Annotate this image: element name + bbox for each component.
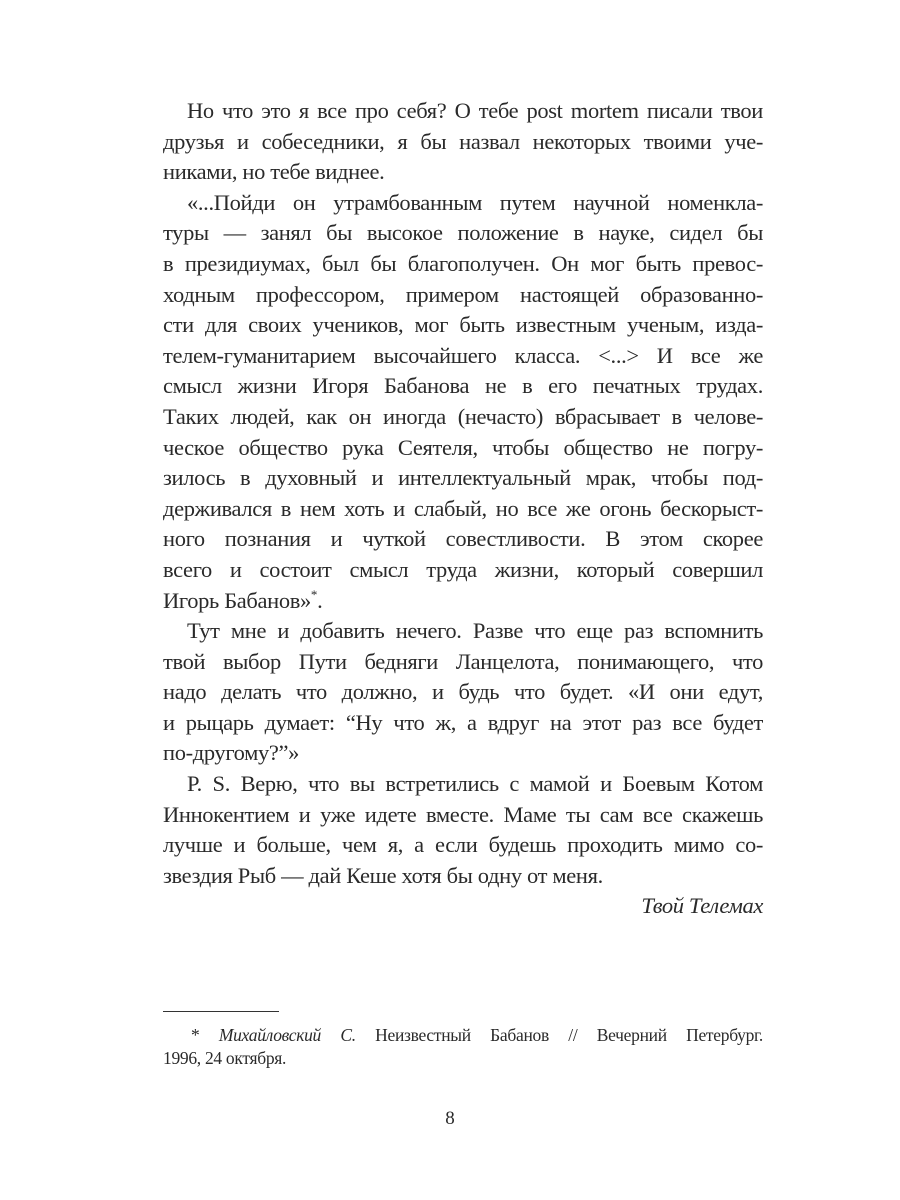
text-line: Тут мне и добавить нечего. Разве что еще раз вспомнить — [187, 618, 763, 644]
quote-end: Игорь Бабанов» — [163, 587, 311, 613]
text-line: Таких людей, как он иногда (нечасто) вбрасывает в челове- — [163, 403, 763, 429]
text-line: P. S. Верю, что вы встретились с мамой и Боевым Котом — [187, 771, 763, 797]
footnote-divider — [163, 1011, 279, 1012]
text-line: твой выбор Пути бедняги Ланцелота, понимающего, что — [163, 648, 763, 674]
footnote-source: Неизвестный Бабанов // Вечерний Петербург. — [375, 1025, 764, 1045]
footnote-reference[interactable]: * — [310, 586, 318, 602]
text-line: друзья и собеседники, я бы назвал некоторых твоими уче- — [163, 128, 763, 154]
text-line: никами, но тебе виднее. — [163, 159, 385, 185]
text-line: всего и состоит смысл труда жизни, который совершил — [163, 556, 763, 582]
text-line: держивался в нем хоть и слабый, но все же огонь бескорыст- — [163, 495, 763, 521]
text-line: звездия Рыб — дай Кеше хотя бы одну от меня. — [163, 862, 603, 888]
text-line: сти для своих учеников, мог быть известным ученым, изда- — [163, 312, 763, 338]
text-line: Иннокентием и уже идете вместе. Маме ты сам все скажешь — [163, 801, 763, 827]
text-line: ческое общество рука Сеятеля, чтобы общество не погру- — [163, 434, 763, 460]
footnote — [163, 1024, 763, 1070]
text-line: и рыцарь думает: “Ну что ж, а вдруг на этот раз все будет — [163, 709, 763, 735]
text-line: телем-гуманитарием высочайшего класса. <...> И все же — [163, 342, 763, 368]
main-text — [163, 96, 763, 922]
footnote-line: 1996, 24 октября. — [163, 1048, 287, 1068]
page-number: 8 — [445, 1108, 455, 1129]
signature: Твой Телемах — [641, 893, 763, 919]
text-line — [163, 586, 763, 617]
footnote-line — [163, 1024, 763, 1047]
text-line: зилось в духовный и интеллектуальный мрак, чтобы под- — [163, 465, 763, 491]
text-line: ходным профессором, примером настоящей образованно- — [163, 281, 763, 307]
text-line: надо делать что должно, и будь что будет. «И они едут, — [163, 679, 763, 705]
footnote-marker: * — [191, 1025, 200, 1045]
footnote-author: Михайловский С. — [218, 1025, 356, 1045]
text-line: туры — занял бы высокое положение в науке, сидел бы — [163, 220, 763, 246]
text-line: «...Пойди он утрамбованным путем научной номенкла- — [187, 189, 763, 215]
text-line: Но что это я все про себя? О тебе post mortem писали твои — [187, 98, 763, 123]
text-line: ного познания и чуткой совестливости. В этом скорее — [163, 526, 763, 552]
text-line: лучше и больше, чем я, а если будешь проходить мимо со- — [163, 832, 763, 858]
text-line: смысл жизни Игоря Бабанова не в его печатных трудах. — [163, 373, 763, 399]
text-line: в президиумах, был бы благополучен. Он мог быть превос- — [163, 250, 763, 276]
period: . — [317, 587, 323, 613]
text-line: по-другому?”» — [163, 740, 300, 766]
